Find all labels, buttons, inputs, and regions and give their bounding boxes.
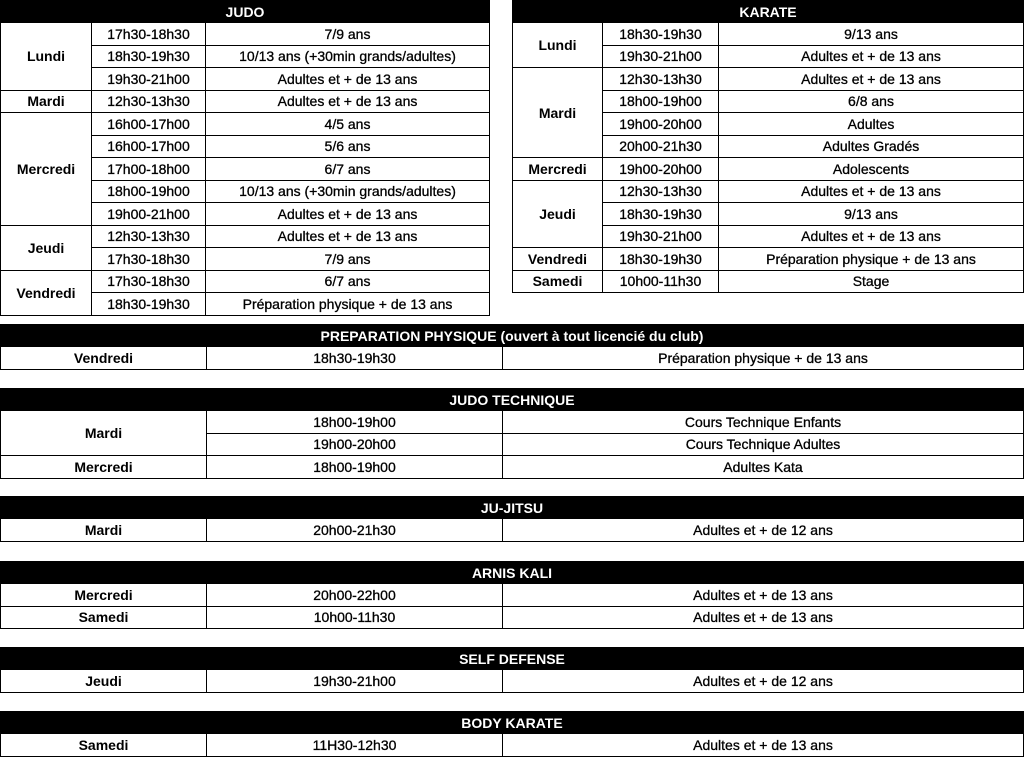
time-cell: 18h30-19h30 bbox=[603, 23, 719, 46]
time-cell: 18h30-19h30 bbox=[207, 347, 503, 370]
time-cell: 16h00-17h00 bbox=[92, 135, 206, 158]
day-cell: Samedi bbox=[513, 270, 603, 293]
schedule-row bbox=[1, 670, 1024, 693]
class-cell: Adultes et + de 13 ans bbox=[206, 225, 490, 248]
day-cell: Mercredi bbox=[1, 113, 92, 226]
self-defense-table bbox=[0, 647, 1024, 693]
time-cell: 10h00-11h30 bbox=[603, 270, 719, 293]
class-cell: 6/8 ans bbox=[719, 90, 1024, 113]
class-cell: Cours Technique Enfants bbox=[503, 411, 1024, 434]
time-cell: 19h30-21h00 bbox=[207, 670, 503, 693]
time-cell: 18h30-19h30 bbox=[603, 248, 719, 271]
judo-schedule-table bbox=[0, 0, 490, 316]
section-title: BODY KARATE bbox=[1, 712, 1024, 734]
time-cell: 18h00-19h00 bbox=[207, 411, 503, 434]
body-karate-table bbox=[0, 711, 1024, 757]
time-cell: 20h00-21h30 bbox=[207, 519, 503, 542]
time-cell: 18h00-19h00 bbox=[603, 90, 719, 113]
day-cell: Mardi bbox=[513, 68, 603, 158]
time-cell: 19h00-20h00 bbox=[207, 433, 503, 456]
class-cell: 9/13 ans bbox=[719, 23, 1024, 46]
day-cell: Jeudi bbox=[1, 225, 92, 270]
time-cell: 18h00-19h00 bbox=[92, 180, 206, 203]
day-cell: Vendredi bbox=[513, 248, 603, 271]
schedule-row bbox=[513, 270, 1024, 293]
class-cell: 7/9 ans bbox=[206, 23, 490, 46]
schedule-row bbox=[1, 23, 490, 46]
time-cell: 19h30-21h00 bbox=[603, 225, 719, 248]
time-cell: 17h30-18h30 bbox=[92, 248, 206, 271]
class-cell: Adultes bbox=[719, 113, 1024, 136]
class-cell: 4/5 ans bbox=[206, 113, 490, 136]
preparation-physique-table bbox=[0, 324, 1024, 370]
class-cell: Adultes et + de 12 ans bbox=[503, 519, 1024, 542]
judo-technique-table bbox=[0, 388, 1024, 479]
time-cell: 18h30-19h30 bbox=[603, 203, 719, 226]
time-cell: 19h00-20h00 bbox=[603, 158, 719, 181]
class-cell: Adultes et + de 13 ans bbox=[503, 734, 1024, 757]
schedule-row bbox=[1, 113, 490, 136]
time-cell: 20h00-21h30 bbox=[603, 135, 719, 158]
class-cell: Adultes et + de 13 ans bbox=[503, 606, 1024, 629]
time-cell: 19h00-21h00 bbox=[92, 203, 206, 226]
schedule-row bbox=[1, 347, 1024, 370]
section-title: JUDO TECHNIQUE bbox=[1, 389, 1024, 411]
time-cell: 19h30-21h00 bbox=[92, 68, 206, 91]
day-cell: Jeudi bbox=[513, 180, 603, 248]
time-cell: 12h30-13h30 bbox=[92, 225, 206, 248]
schedule-row bbox=[1, 606, 1024, 629]
class-cell: Adultes et + de 12 ans bbox=[503, 670, 1024, 693]
class-cell: Préparation physique + de 13 ans bbox=[719, 248, 1024, 271]
day-cell: Vendredi bbox=[1, 270, 92, 315]
judo-title: JUDO bbox=[1, 1, 490, 23]
time-cell: 17h00-18h00 bbox=[92, 158, 206, 181]
day-cell: Samedi bbox=[1, 606, 207, 629]
time-cell: 12h30-13h30 bbox=[92, 90, 206, 113]
time-cell: 19h00-20h00 bbox=[603, 113, 719, 136]
ju-jitsu-table bbox=[0, 496, 1024, 542]
day-cell: Mardi bbox=[1, 519, 207, 542]
class-cell: 6/7 ans bbox=[206, 270, 490, 293]
time-cell: 16h00-17h00 bbox=[92, 113, 206, 136]
section-title: SELF DEFENSE bbox=[1, 648, 1024, 670]
time-cell: 10h00-11h30 bbox=[207, 606, 503, 629]
schedule-row bbox=[513, 68, 1024, 91]
class-cell: Cours Technique Adultes bbox=[503, 433, 1024, 456]
class-cell: 7/9 ans bbox=[206, 248, 490, 271]
class-cell: 9/13 ans bbox=[719, 203, 1024, 226]
time-cell: 18h30-19h30 bbox=[92, 293, 206, 316]
section-title: PREPARATION PHYSIQUE (ouvert à tout licencié du club) bbox=[1, 325, 1024, 347]
class-cell: Adultes Kata bbox=[503, 456, 1024, 479]
class-cell: Adultes et + de 13 ans bbox=[719, 225, 1024, 248]
class-cell: Adolescents bbox=[719, 158, 1024, 181]
class-cell: Préparation physique + de 13 ans bbox=[503, 347, 1024, 370]
schedule-row bbox=[1, 734, 1024, 757]
schedule-row bbox=[513, 23, 1024, 46]
karate-schedule-table bbox=[512, 0, 1024, 293]
schedule-row bbox=[513, 158, 1024, 181]
time-cell: 12h30-13h30 bbox=[603, 68, 719, 91]
day-cell: Lundi bbox=[513, 23, 603, 68]
schedule-row bbox=[1, 519, 1024, 542]
schedule-row bbox=[1, 225, 490, 248]
day-cell: Jeudi bbox=[1, 670, 207, 693]
time-cell: 19h30-21h00 bbox=[603, 45, 719, 68]
class-cell: 6/7 ans bbox=[206, 158, 490, 181]
class-cell: Adultes et + de 13 ans bbox=[206, 68, 490, 91]
class-cell: 10/13 ans (+30min grands/adultes) bbox=[206, 180, 490, 203]
schedule-row bbox=[1, 456, 1024, 479]
class-cell: Adultes et + de 13 ans bbox=[719, 68, 1024, 91]
schedule-row bbox=[1, 584, 1024, 607]
arnis-kali-table bbox=[0, 561, 1024, 629]
day-cell: Mercredi bbox=[1, 456, 207, 479]
section-title: JU-JITSU bbox=[1, 497, 1024, 519]
class-cell: Préparation physique + de 13 ans bbox=[206, 293, 490, 316]
class-cell: Adultes et + de 13 ans bbox=[503, 584, 1024, 607]
section-title: ARNIS KALI bbox=[1, 562, 1024, 584]
time-cell: 18h30-19h30 bbox=[92, 45, 206, 68]
karate-title: KARATE bbox=[513, 1, 1024, 23]
day-cell: Samedi bbox=[1, 734, 207, 757]
class-cell: Adultes et + de 13 ans bbox=[206, 203, 490, 226]
time-cell: 20h00-22h00 bbox=[207, 584, 503, 607]
class-cell: Stage bbox=[719, 270, 1024, 293]
time-cell: 17h30-18h30 bbox=[92, 270, 206, 293]
day-cell: Mardi bbox=[1, 90, 92, 113]
class-cell: Adultes Gradés bbox=[719, 135, 1024, 158]
schedule-row bbox=[1, 90, 490, 113]
time-cell: 18h00-19h00 bbox=[207, 456, 503, 479]
day-cell: Lundi bbox=[1, 23, 92, 91]
class-cell: Adultes et + de 13 ans bbox=[206, 90, 490, 113]
day-cell: Mercredi bbox=[513, 158, 603, 181]
day-cell: Mardi bbox=[1, 411, 207, 456]
time-cell: 17h30-18h30 bbox=[92, 23, 206, 46]
class-cell: Adultes et + de 13 ans bbox=[719, 180, 1024, 203]
class-cell: Adultes et + de 13 ans bbox=[719, 45, 1024, 68]
schedule-row bbox=[1, 270, 490, 293]
class-cell: 10/13 ans (+30min grands/adultes) bbox=[206, 45, 490, 68]
time-cell: 12h30-13h30 bbox=[603, 180, 719, 203]
schedule-row bbox=[1, 411, 1024, 434]
class-cell: 5/6 ans bbox=[206, 135, 490, 158]
schedule-row bbox=[513, 248, 1024, 271]
day-cell: Mercredi bbox=[1, 584, 207, 607]
schedule-row bbox=[513, 180, 1024, 203]
day-cell: Vendredi bbox=[1, 347, 207, 370]
time-cell: 11H30-12h30 bbox=[207, 734, 503, 757]
